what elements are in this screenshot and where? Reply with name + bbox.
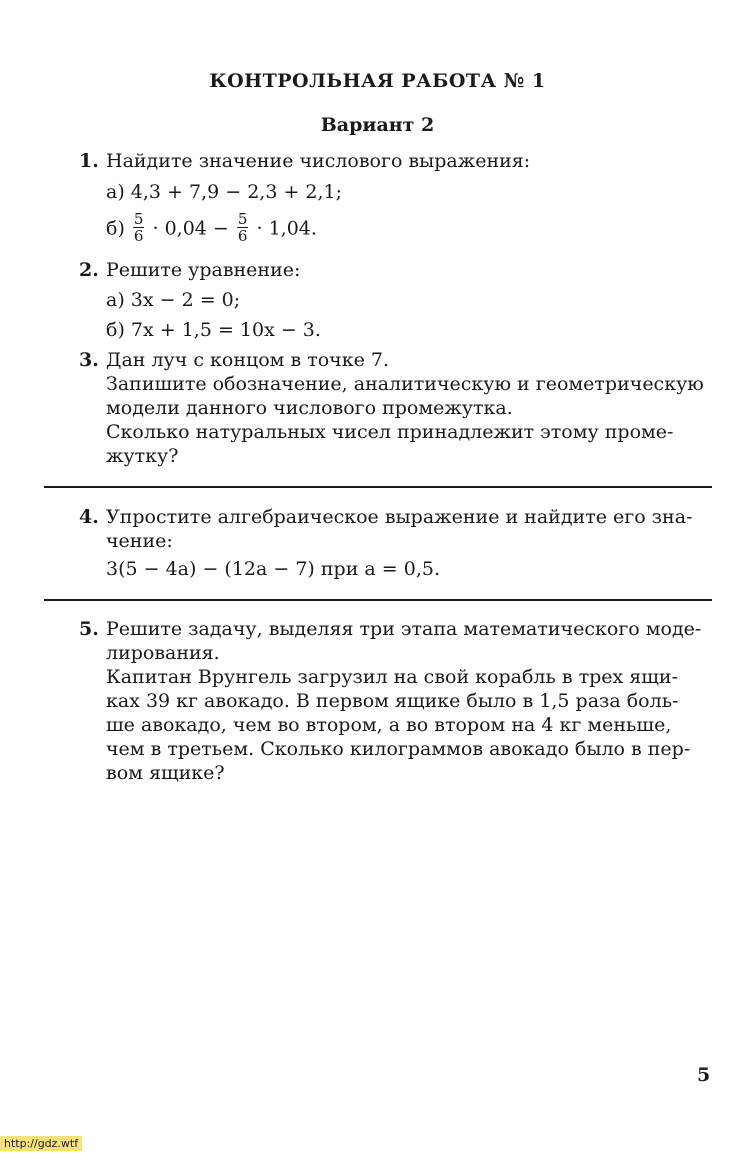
section-divider	[44, 486, 712, 488]
fraction-numerator: 5	[237, 210, 248, 228]
task1-b-middle: · 0,04 −	[152, 217, 229, 240]
task5-line: вом ящике?	[106, 762, 225, 784]
fraction-numerator: 5	[133, 210, 144, 228]
variant-heading: Вариант 2	[320, 114, 435, 136]
watermark-link[interactable]: http://gdz.wtf	[0, 1136, 82, 1151]
task1-part-b	[106, 210, 317, 246]
task3-line: Сколько натуральных чисел принадлежит этому проме-	[106, 421, 674, 443]
task4-line: чение:	[106, 530, 173, 552]
task3-number: 3.	[79, 349, 99, 371]
task3-line: Запишите обозначение, аналитическую и геометрическую	[106, 373, 704, 395]
task5-line: чем в третьем. Сколько килограммов авокадо было в пер-	[106, 738, 691, 760]
task1-number: 1.	[79, 150, 99, 172]
page-title: КОНТРОЛЬНАЯ РАБОТА № 1	[209, 70, 546, 92]
task4-expression: 3(5 − 4a) − (12a − 7) при a = 0,5.	[106, 558, 440, 580]
task3-line: модели данного числового промежутка.	[106, 397, 513, 419]
task1-part-a: а) 4,3 + 7,9 − 2,3 + 2,1;	[106, 181, 343, 203]
task3-line: Дан луч с концом в точке 7.	[106, 349, 389, 371]
task4-number: 4.	[79, 506, 99, 528]
task2-prompt: Решите уравнение:	[106, 259, 301, 281]
task1-b-end: · 1,04.	[256, 217, 317, 240]
task2-number: 2.	[79, 259, 99, 281]
page-number: 5	[697, 1064, 711, 1086]
task5-line: ках 39 кг авокадо. В первом ящике было в 1,5 раза боль-	[106, 690, 679, 712]
task5-line: ше авокадо, чем во втором, а во втором на 4 кг меньше,	[106, 714, 672, 736]
task5-line: лирования.	[106, 642, 220, 664]
task2-part-b: б) 7x + 1,5 = 10x − 3.	[106, 319, 321, 341]
task2-part-a: а) 3x − 2 = 0;	[106, 289, 241, 311]
fraction	[133, 211, 145, 244]
task1-prompt: Найдите значение числового выражения:	[106, 150, 531, 172]
task4-line: Упростите алгебраическое выражение и найдите его зна-	[106, 506, 693, 528]
section-divider	[44, 599, 712, 601]
fraction	[237, 211, 249, 244]
task5-line: Решите задачу, выделяя три этапа математического моде-	[106, 618, 702, 640]
fraction-denominator: 6	[133, 227, 144, 245]
task5-number: 5.	[79, 618, 99, 640]
task5-line: Капитан Врунгель загрузил на свой корабль в трех ящи-	[106, 666, 678, 688]
task3-line: жутку?	[106, 445, 179, 467]
task1-b-prefix: б)	[106, 217, 125, 240]
fraction-denominator: 6	[237, 227, 248, 245]
